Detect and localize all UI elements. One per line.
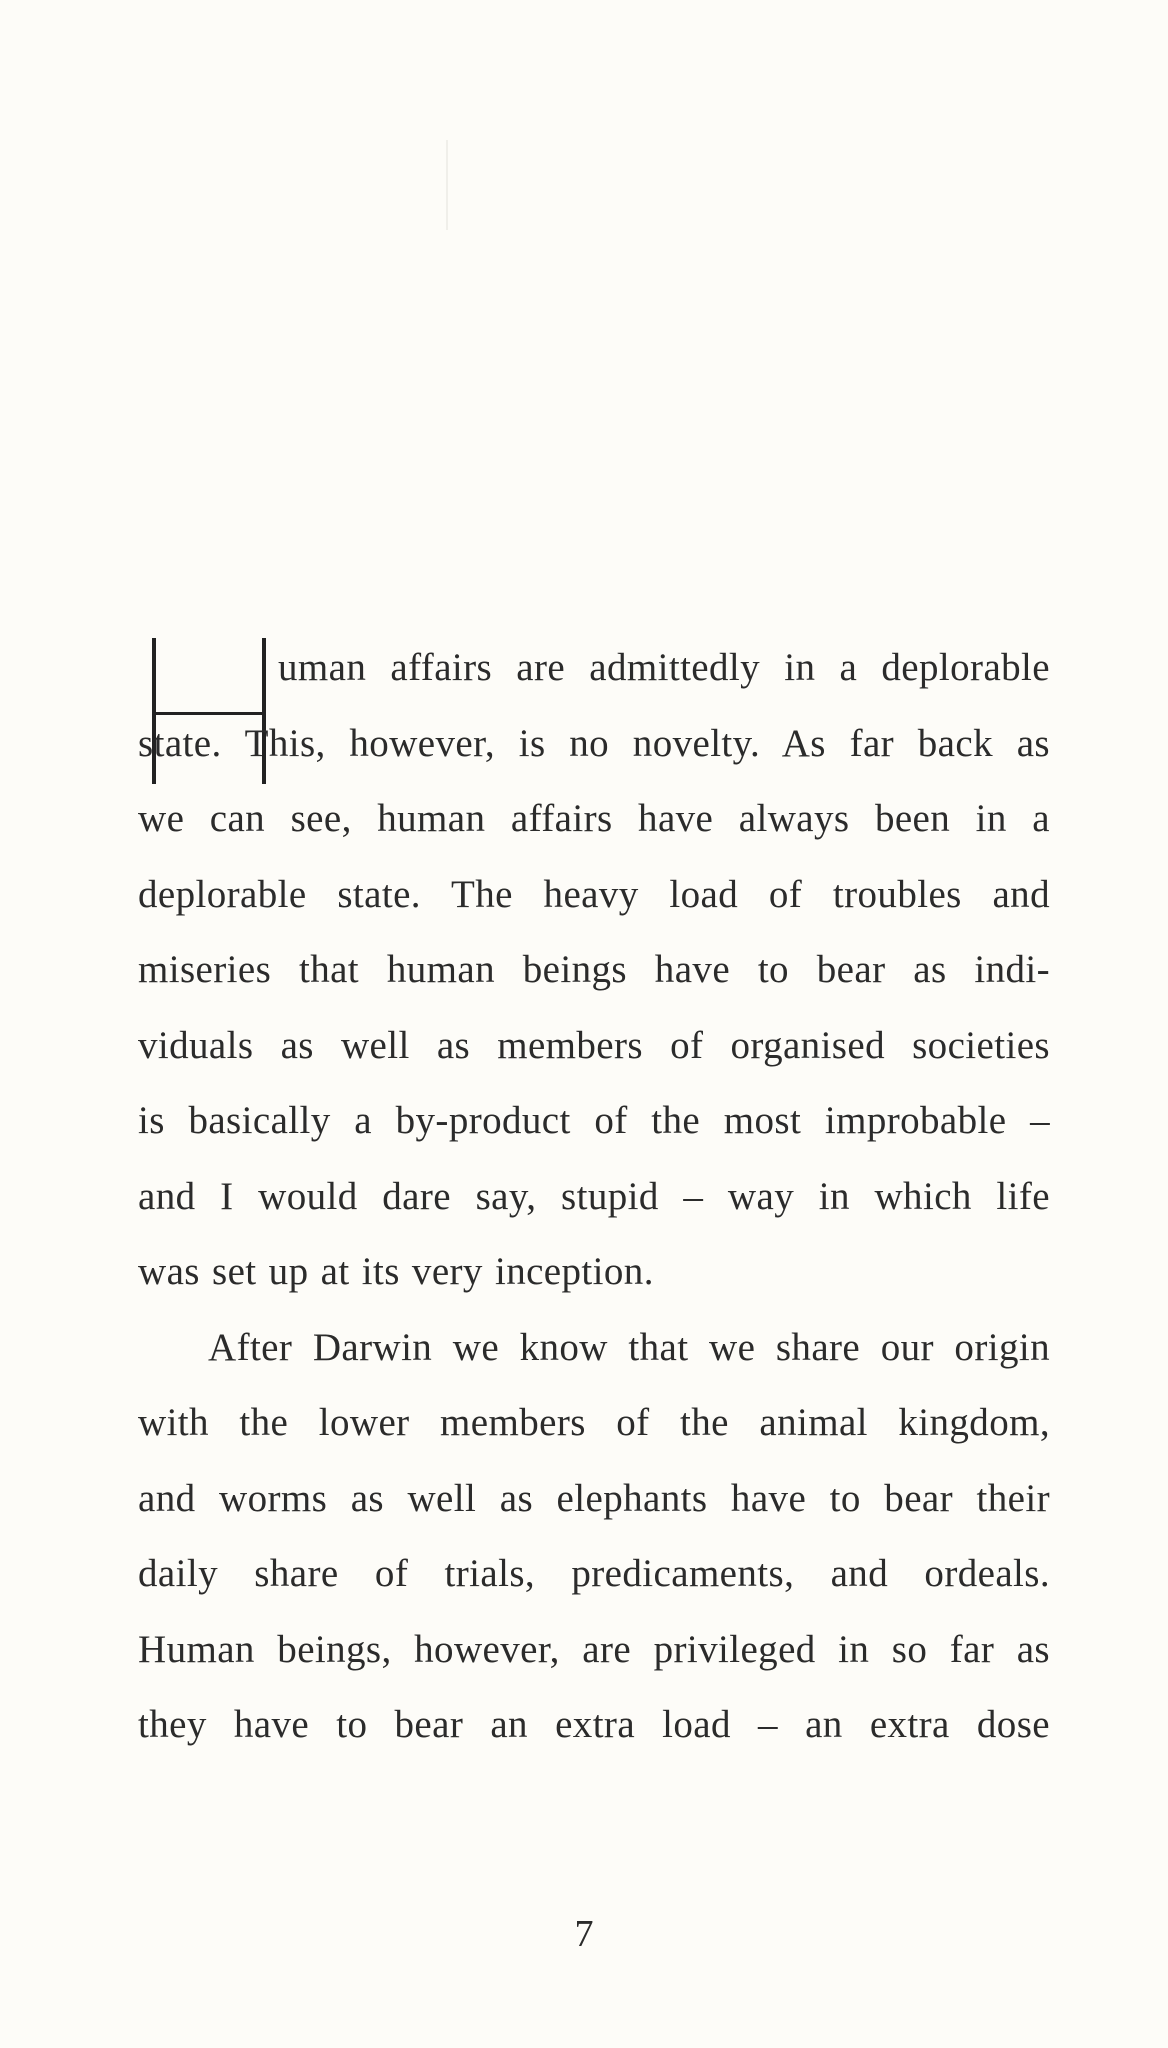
text-line: Human beings, however, are privileged in so far as xyxy=(138,1627,1050,1671)
text-line: we can see, human affairs have always been in a xyxy=(138,797,1050,840)
text-line: deplorable state. The heavy load of troubles and xyxy=(138,872,1050,916)
text-line: uman affairs are admittedly in a deplorable xyxy=(278,646,1050,689)
text-line: and worms as well as elephants have to bear their xyxy=(138,1476,1050,1520)
scan-artifact xyxy=(446,140,448,230)
page-number: 7 xyxy=(574,1913,594,1955)
text-line: viduals as well as members of organised societies xyxy=(138,1023,1050,1067)
text-line: was set up at its very inception. xyxy=(138,1250,654,1293)
body-text xyxy=(138,630,1050,1763)
text-line: state. This, however, is no novelty. As far back as xyxy=(138,721,1050,765)
text-line: After Darwin we know that we share our origin xyxy=(208,1325,1050,1369)
text-line: and I would dare say, stupid – way in which life xyxy=(138,1174,1050,1218)
text-line: with the lower members of the animal kingdom, xyxy=(138,1401,1050,1444)
text-line: miseries that human beings have to bear as indi- xyxy=(138,948,1050,991)
text-line: daily share of trials, predicaments, and ordeals. xyxy=(138,1552,1050,1595)
text-line: they have to bear an extra load – an extra dose xyxy=(138,1703,1050,1746)
text-line: is basically a by-product of the most improbable – xyxy=(138,1099,1050,1142)
